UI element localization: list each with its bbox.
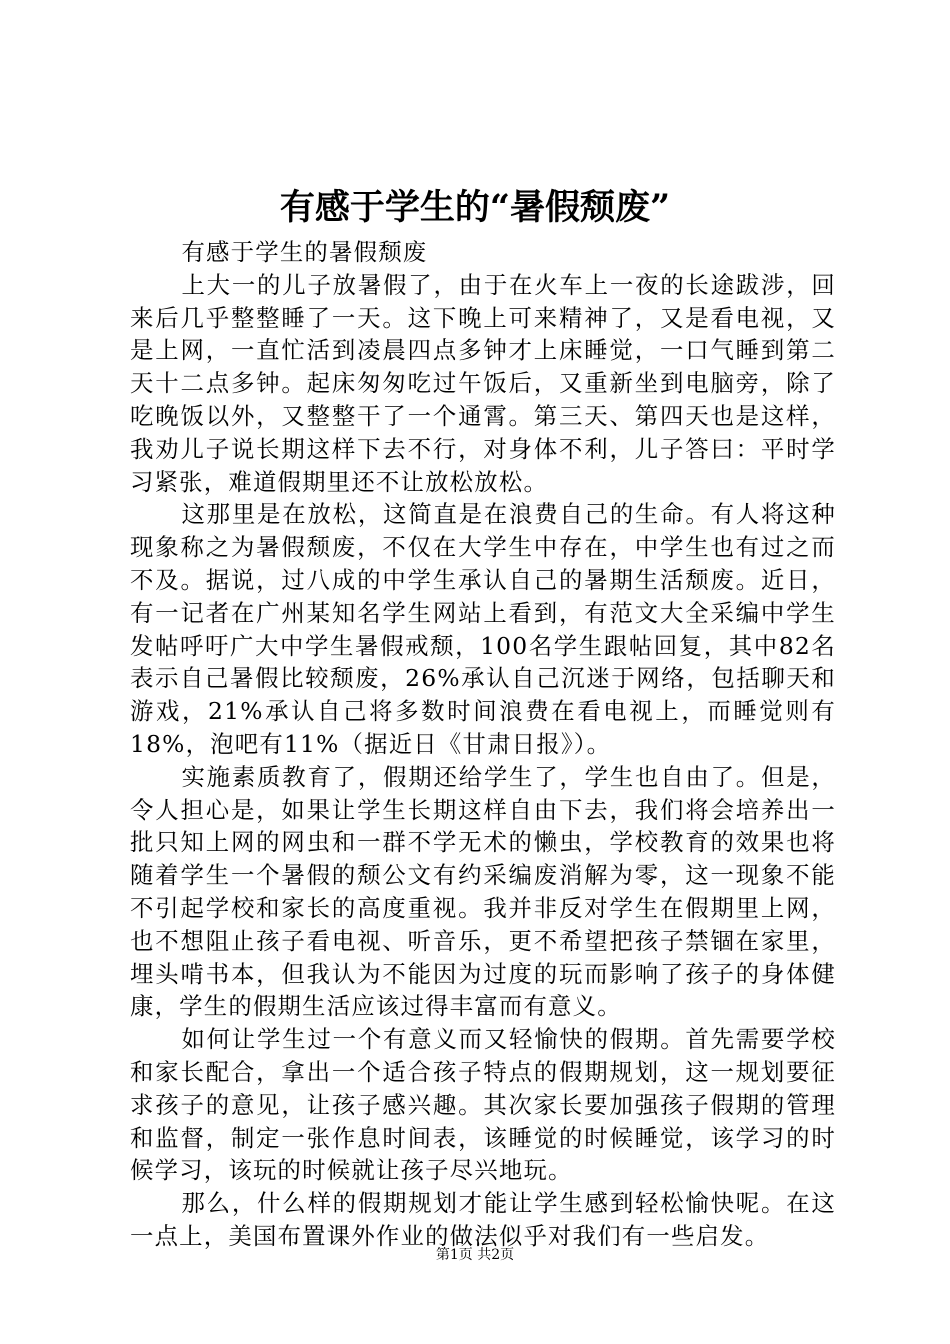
document-body bbox=[130, 236, 836, 1253]
paragraph-subtitle: 有感于学生的暑假颓废 bbox=[181, 238, 428, 266]
paragraph: 如何让学生过一个有意义而又轻愉快的假期。首先需要学校和家长配合，拿出一个适合孩子特点的假期规划，这一规划要征求孩子的意见，让孩子感兴趣。其次家长要加强孩子假期的管理和监督，制定一张作息时间表，该睡觉的时候睡觉，该学习的时候学习，该玩的时候就让孩子尽兴地玩。 bbox=[130, 1025, 836, 1185]
paragraph: 实施素质教育了，假期还给学生了，学生也自由了。但是，令人担心是，如果让学生长期这样自由下去，我们将会培养出一批只知上网的网虫和一群不学无术的懒虫，学校教育的效果也将随着学生一个暑假的颓公文有约采编废消解为零，这一现象不能不引起学校和家长的高度重视。我并非反对学生在假期里上网，也不想阻止孩子看电视、听音乐，更不希望把孩子禁锢在家里，埋头啃书本，但我认为不能因为过度的玩而影响了孩子的身体健康，学生的假期生活应该过得丰富而有意义。 bbox=[130, 762, 836, 1021]
page-number-footer: 第1页 共2页 bbox=[435, 1247, 515, 1263]
paragraph: 这那里是在放松，这简直是在浪费自己的生命。有人将这种现象称之为暑假颓废，不仅在大学生中存在，中学生也有过之而不及。据说，过八成的中学生承认自己的暑期生活颓废。近日，有一记者在广州某知名学生网站上看到，有范文大全采编中学生发帖呼吁广大中学生暑假戒颓，100名学生跟帖回复，其中82名表示自己暑假比较颓废，26%承认自己沉迷于网络，包括聊天和游戏，21%承认自己将多数时间浪费在看电视上，而睡觉则有18%，泡吧有11%（据近日《甘肃日报》）。 bbox=[130, 500, 836, 758]
paragraph: 上大一的儿子放暑假了，由于在火车上一夜的长途跋涉，回来后几乎整整睡了一天。这下晚上可来精神了，又是看电视，又是上网，一直忙活到凌晨四点多钟才上床睡觉，一口气睡到第二天十二点多钟。起床匆匆吃过午饭后，又重新坐到电脑旁，除了吃晚饭以外，又整整干了一个通霄。第三天、第四天也是这样，我劝儿子说长期这样下去不行，对身体不利，儿子答曰：平时学习紧张，难道假期里还不让放松放松。 bbox=[130, 270, 836, 496]
document-title: 有感于学生的“暑假颓废” bbox=[279, 187, 671, 228]
paragraph: 那么，什么样的假期规划才能让学生感到轻松愉快呢。在这一点上，美国布置课外作业的做法似乎对我们有一些启发。 bbox=[130, 1189, 836, 1250]
